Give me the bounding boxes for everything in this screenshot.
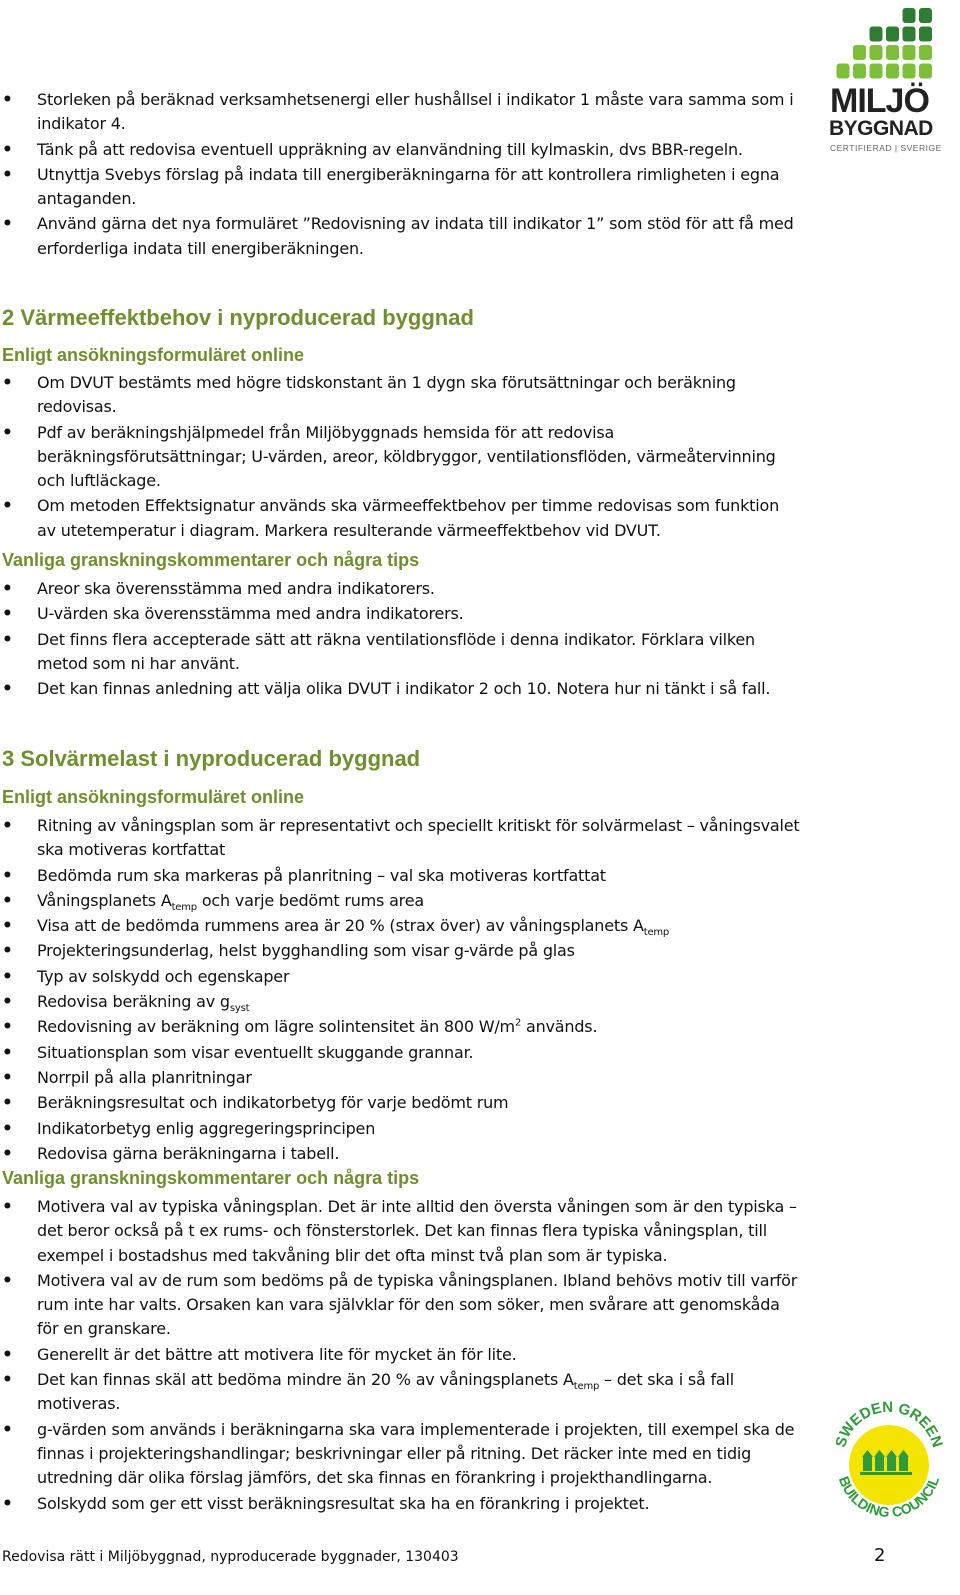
logo-squares-icon bbox=[828, 8, 938, 86]
list-item: • Utnyttja Svebys förslag på indata till energiberäkningarna för att kontrollera rimligheten i egna antaganden. bbox=[0, 163, 800, 212]
list-item: • Bedömda rum ska markeras på planritning – val ska motiveras kortfattat bbox=[0, 864, 800, 888]
section-2-tips-list bbox=[0, 577, 800, 701]
list-item: • Projekteringsunderlag, helst bygghandling som visar g-värde på glas bbox=[0, 939, 800, 963]
intro-bullet-list bbox=[0, 88, 800, 261]
list-item: • Om metoden Effektsignatur används ska värmeeffektbehov per timme redovisas som funktion av utetemperatur i diagram. Markera resulterande värmeeffektbehov vid DVUT. bbox=[0, 494, 800, 543]
list-item: • Solskydd som ger ett visst beräkningsresultat ska ha en förankring i projektet. bbox=[0, 1492, 800, 1516]
list-item: • Beräkningsresultat och indikatorbetyg för varje bedömt rum bbox=[0, 1091, 800, 1115]
logo-tagline: CERTIFIERAD | SVERIGE bbox=[830, 143, 942, 153]
list-item: • Motivera val av de rum som bedöms på de typiska våningsplanen. Ibland behövs motiv till varför rum inte har valts. Orsaken kan vara självklar för den som söker, men svårare att genomskåda för en granskare. bbox=[0, 1269, 800, 1342]
page-number: 2 bbox=[874, 1545, 886, 1566]
section-3-tips-list bbox=[0, 1195, 800, 1516]
list-item: • Indikatorbetyg enlig aggregeringsprincipen bbox=[0, 1117, 800, 1141]
list-item: • Använd gärna det nya formuläret ”Redovisning av indata till indikator 1” som stöd för att få med erforderliga indata till energiberäkningen. bbox=[0, 212, 800, 261]
section-3-subheading-form: Enligt ansökningsformuläret online bbox=[2, 787, 305, 807]
section-3-form-list bbox=[0, 814, 800, 1166]
section-2-heading: 2 Värmeeffektbehov i nyproducerad byggnad bbox=[2, 305, 474, 330]
list-item: • Generellt är det bättre att motivera lite för mycket än för lite. bbox=[0, 1343, 800, 1367]
list-item: • Situationsplan som visar eventuellt skuggande grannar. bbox=[0, 1041, 800, 1065]
list-item: • Tänk på att redovisa eventuell uppräkning av elanvändning till kylmaskin, dvs BBR-regeln. bbox=[0, 138, 800, 162]
sgbc-badge-icon bbox=[830, 1395, 948, 1533]
list-item: • Ritning av våningsplan som är representativt och speciellt kritiskt för solvärmelast – våningsvalet ska motiveras kortfattat bbox=[0, 814, 800, 863]
list-item: • Det kan finnas anledning att välja olika DVUT i indikator 2 och 10. Notera hur ni tänkt i så fall. bbox=[0, 677, 800, 701]
list-item: • U-värden ska överensstämma med andra indikatorers. bbox=[0, 602, 800, 626]
miljobyggnad-logo bbox=[828, 8, 942, 153]
section-3-heading: 3 Solvärmelast i nyproducerad byggnad bbox=[2, 746, 421, 771]
section-3-subheading-tips: Vanliga granskningskommentarer och några tips bbox=[2, 1168, 420, 1188]
sweden-green-building-council-badge bbox=[830, 1395, 948, 1533]
svg-text:SWEDEN GREEN: SWEDEN GREEN bbox=[832, 1398, 946, 1450]
section-2-subheading-form: Enligt ansökningsformuläret online bbox=[2, 345, 305, 365]
list-item: • Redovisa beräkning av $g_{syst}$ bbox=[0, 990, 800, 1014]
list-item: • Det kan finnas skäl att bedöma mindre än 20 % av våningsplanets $A_{temp}$ – det ska i så fall motiveras. bbox=[0, 1368, 800, 1417]
list-item: • Typ av solskydd och egenskaper bbox=[0, 965, 800, 989]
list-item: • Pdf av beräkningshjälpmedel från Miljöbyggnads hemsida för att redovisa beräkningsförutsättningar; U-värden, areor, köldbryggor, ventilationsflöden, värmeåtervinning och luftläckage. bbox=[0, 421, 800, 494]
list-item: • Det finns flera accepterade sätt att räkna ventilationsflöde i denna indikator. Förklara vilken metod som ni har använt. bbox=[0, 628, 800, 677]
logo-word-miljo: MILJÖ bbox=[830, 82, 929, 120]
section-2-subheading-tips: Vanliga granskningskommentarer och några tips bbox=[2, 550, 420, 570]
footer-text: Redovisa rätt i Miljöbyggnad, nyproducerade byggnader, 130403 bbox=[2, 1549, 459, 1565]
list-item: • Norrpil på alla planritningar bbox=[0, 1066, 800, 1090]
list-item: • Våningsplanets $A_{temp}$ och varje bedömt rums area bbox=[0, 889, 800, 913]
list-item: • g-värden som används i beräkningarna ska vara implementerade i projekten, till exempel ska de finnas i projekteringshandlingar; beskrivningar eller på ritning. Det räcker inte med en tidig utredning där olika förslag jämförs, det ska finnas en förankring i projekthandlingarna. bbox=[0, 1418, 800, 1491]
svg-text:BUILDING COUNCIL: BUILDING COUNCIL bbox=[835, 1474, 943, 1521]
list-item: • Areor ska överensstämma med andra indikatorers. bbox=[0, 577, 800, 601]
list-item: • Om DVUT bestämts med högre tidskonstant än 1 dygn ska förutsättningar och beräkning redovisas. bbox=[0, 371, 800, 420]
list-item: • Motivera val av typiska våningsplan. Det är inte alltid den översta våningen som är den typiska – det beror också på t ex rums- och fönsterstorlek. Det kan finnas flera typiska våningsplan, till exempel i bostadshus med takvåning blir det ofta minst två plan som är typiska. bbox=[0, 1195, 800, 1268]
logo-word-byggnad: BYGGNAD bbox=[829, 117, 933, 140]
list-item: • Redovisning av beräkning om lägre solintensitet än 800 $W/m^2$ används. bbox=[0, 1015, 800, 1039]
section-2-form-list bbox=[0, 371, 800, 543]
list-item: • Visa att de bedömda rummens area är 20 % (strax över) av våningsplanets $A_{temp}$ bbox=[0, 914, 800, 938]
list-item: • Storleken på beräknad verksamhetsenergi eller hushållsel i indikator 1 måste vara samma som i indikator 4. bbox=[0, 88, 800, 137]
list-item: • Redovisa gärna beräkningarna i tabell. bbox=[0, 1142, 800, 1166]
